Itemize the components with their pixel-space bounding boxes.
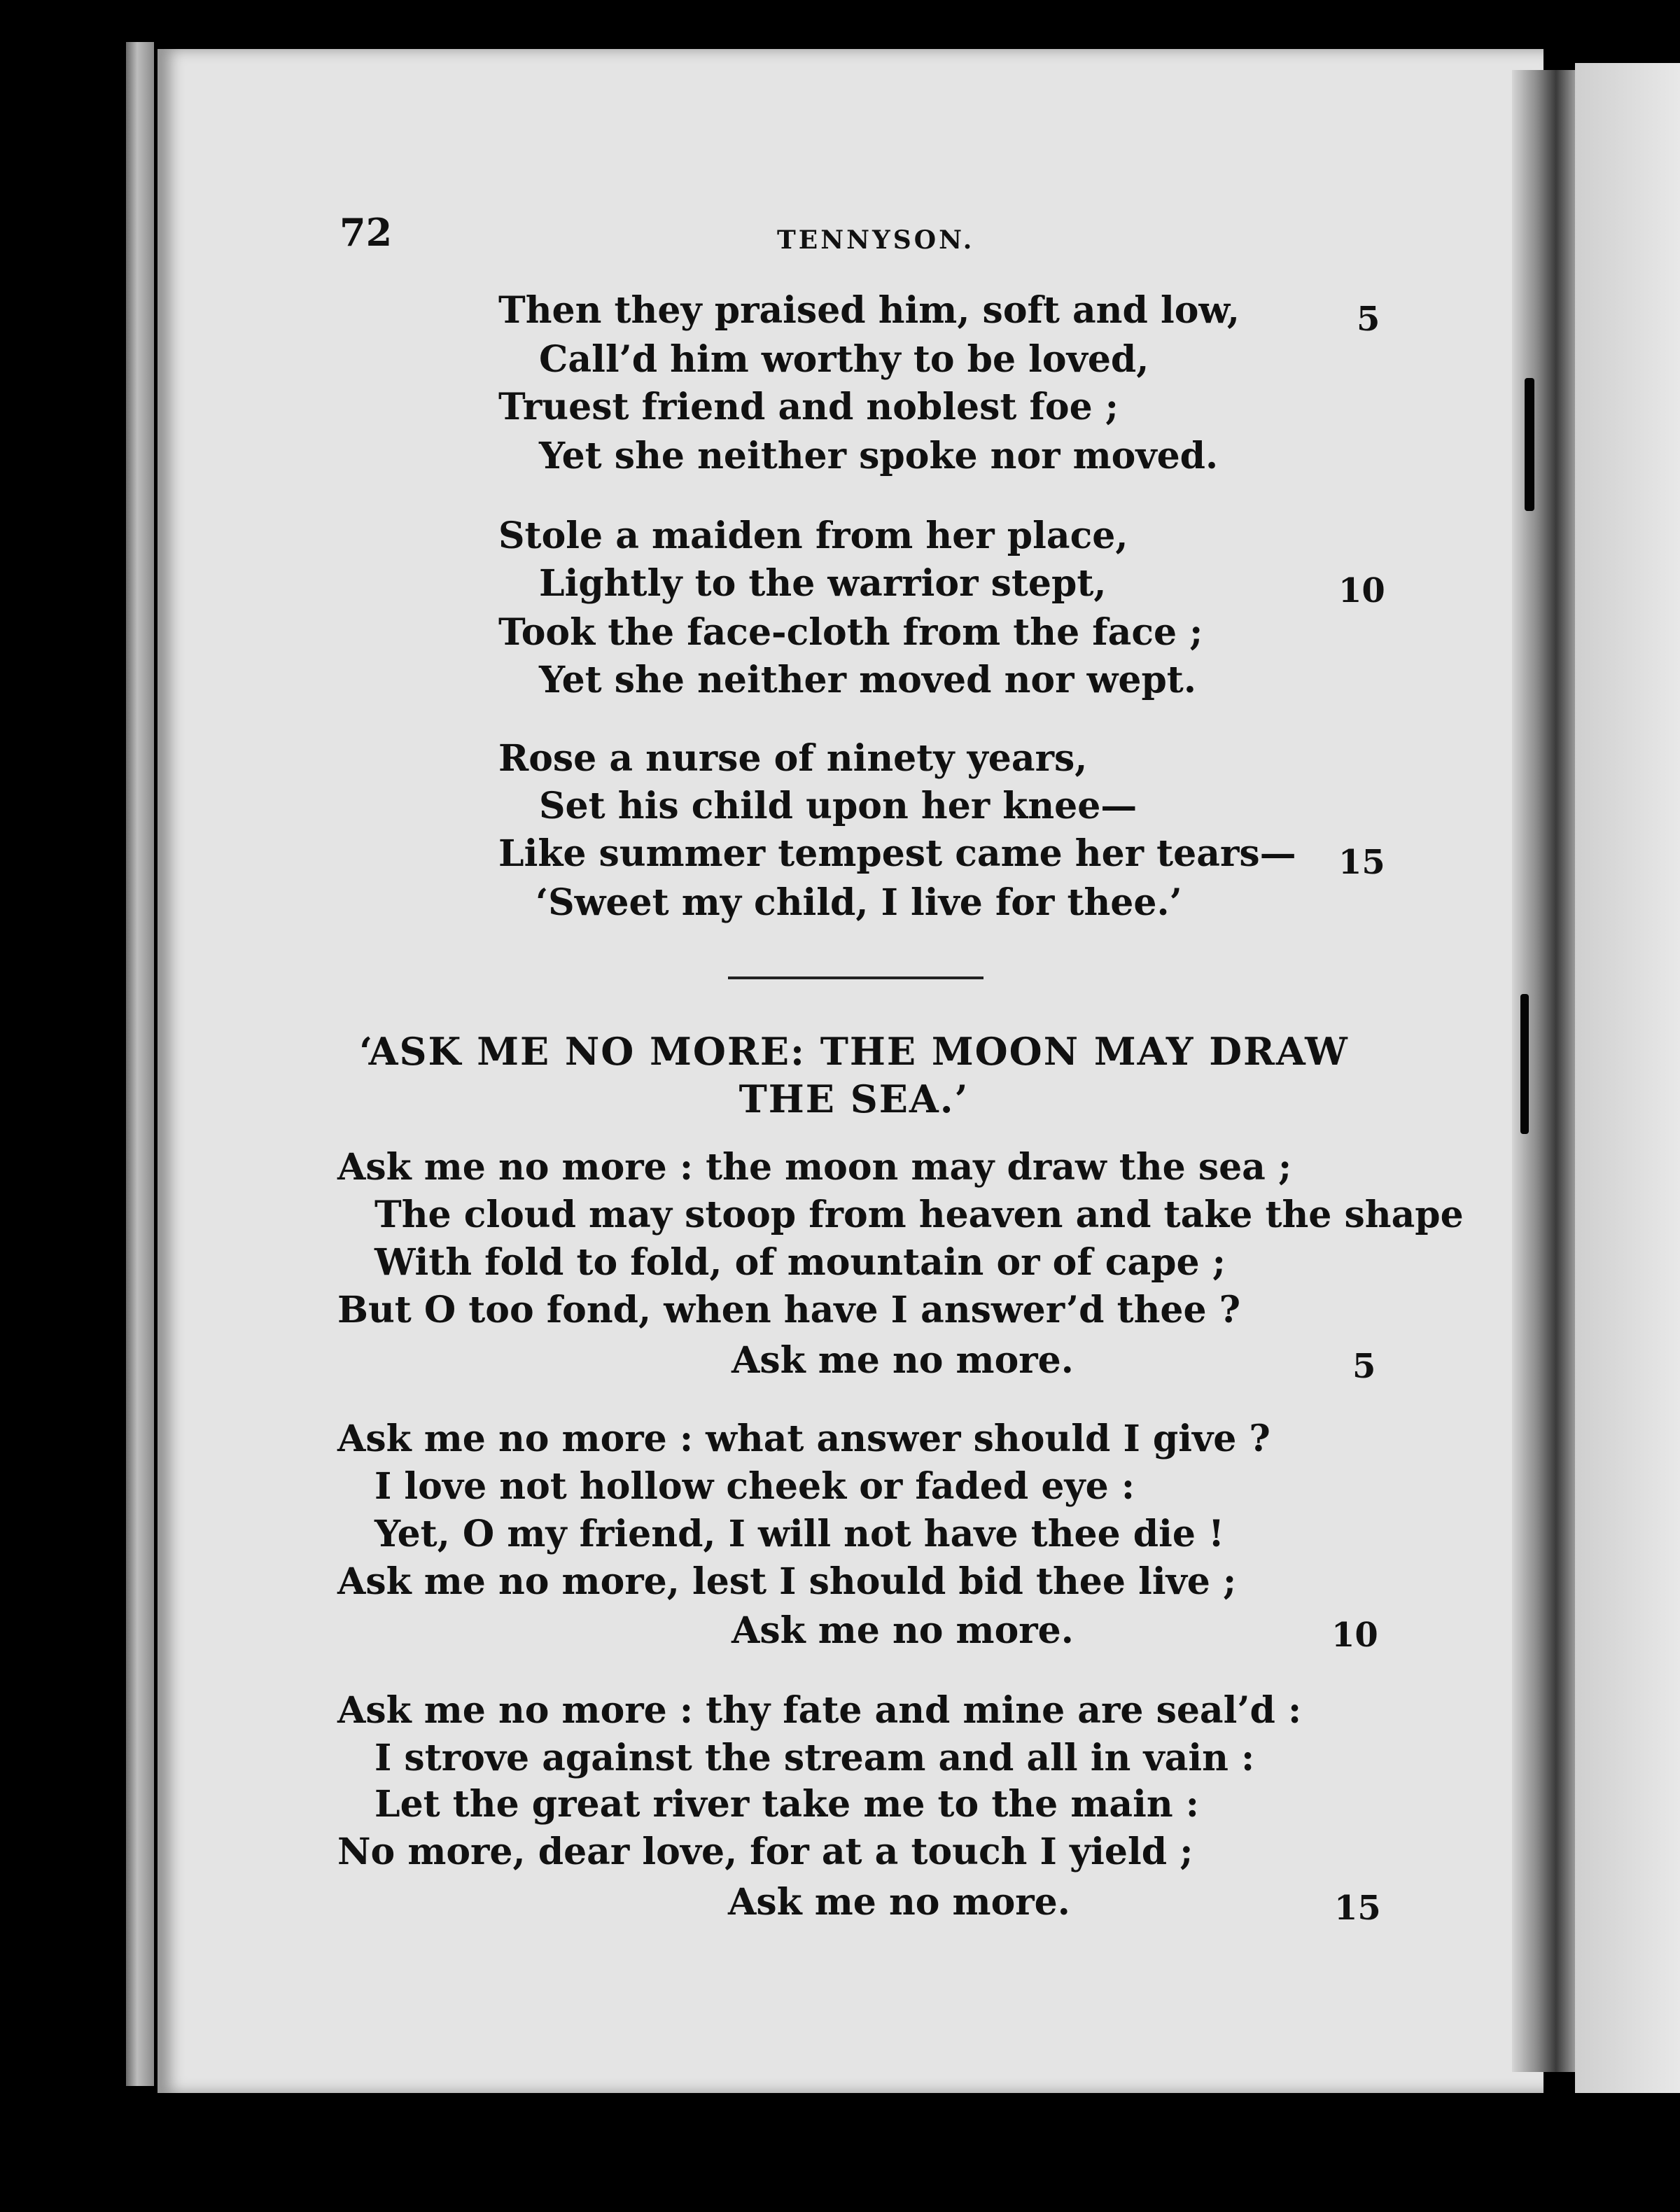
poem-line: No more, dear love, for at a touch I yield ;: [337, 1830, 1194, 1873]
line-number: 15: [1334, 1889, 1381, 1928]
running-title: TENNYSON.: [777, 225, 975, 255]
poem-line: Set his child upon her knee—: [539, 785, 1138, 827]
poem-line: Like summer tempest came her tears—: [498, 832, 1296, 875]
poem-line: Yet she neither moved nor wept.: [539, 659, 1196, 701]
poem-line: Let the great river take me to the main :: [374, 1783, 1199, 1826]
poem-line: Yet she neither spoke nor moved.: [539, 435, 1219, 477]
poem-line: Took the face-cloth from the face ;: [498, 611, 1203, 654]
poem-refrain: Ask me no more.: [732, 1339, 1074, 1382]
poem-line: Ask me no more : the moon may draw the sea ;: [337, 1146, 1292, 1189]
section-divider: [728, 976, 983, 979]
poem-line: Then they praised him, soft and low,: [498, 289, 1240, 332]
line-number: 15: [1338, 843, 1385, 882]
poem-refrain: Ask me no more.: [728, 1881, 1070, 1924]
poem-line: But O too fond, when have I answer’d thee ?: [337, 1289, 1241, 1331]
book-spine: [126, 42, 154, 2086]
line-number: 5: [1352, 1347, 1376, 1386]
poem-refrain: Ask me no more.: [732, 1609, 1074, 1652]
page-number: 72: [340, 210, 393, 255]
poem-line: Truest friend and noblest foe ;: [498, 386, 1119, 428]
poem-line: Ask me no more, lest I should bid thee live ;: [337, 1560, 1237, 1603]
poem-line: Ask me no more : thy fate and mine are seal’d :: [337, 1689, 1302, 1732]
poem-line: ‘Sweet my child, I live for thee.’: [536, 881, 1182, 924]
line-number: 10: [1331, 1616, 1378, 1655]
facing-page-edge: [1575, 63, 1680, 2093]
gutter-shadow-mark: [1520, 994, 1529, 1134]
poem-line: Yet, O my friend, I will not have thee die !: [374, 1513, 1224, 1555]
poem-line: Lightly to the warrior stept,: [539, 562, 1107, 605]
poem-line: The cloud may stoop from heaven and take the shape: [374, 1194, 1464, 1236]
poem-line: Ask me no more : what answer should I give ?: [337, 1418, 1270, 1460]
gutter-shadow-mark: [1525, 378, 1534, 511]
poem-line: I strove against the stream and all in vain :: [374, 1737, 1255, 1779]
poem-line: I love not hollow cheek or faded eye :: [374, 1465, 1135, 1508]
poem-line: Call’d him worthy to be loved,: [539, 338, 1149, 381]
line-number: 10: [1338, 571, 1385, 610]
line-number: 5: [1357, 300, 1380, 339]
poem-title: ‘ASK ME NO MORE: THE MOON MAY DRAW: [359, 1029, 1349, 1074]
poem-line: Rose a nurse of ninety years,: [498, 737, 1088, 780]
poem-line: With fold to fold, of mountain or of cape ;: [374, 1241, 1226, 1284]
poem-line: Stole a maiden from her place,: [498, 514, 1128, 557]
poem-title: THE SEA.’: [738, 1077, 969, 1121]
